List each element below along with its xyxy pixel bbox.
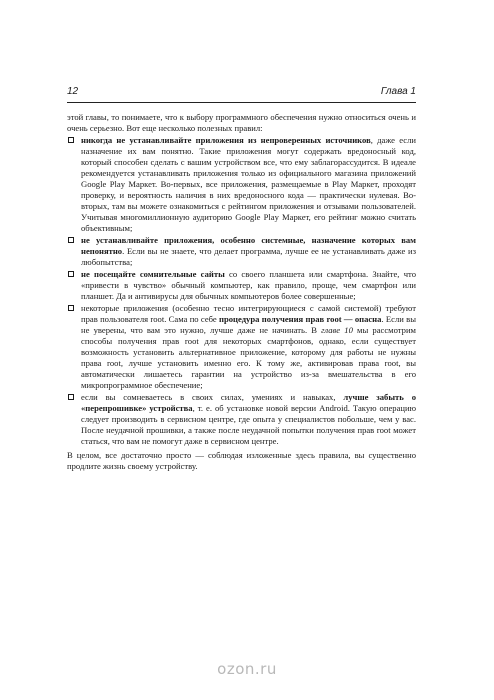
checkbox-bullet-icon <box>68 137 74 143</box>
checkbox-bullet-icon <box>68 305 74 311</box>
rule-item-reflashing <box>67 392 416 447</box>
chapter-label: Глава 1 <box>380 86 416 97</box>
rule-item-unknown-apps <box>67 235 416 268</box>
page-number: 12 <box>67 86 79 97</box>
chapter-reference: главе 10 <box>321 325 353 336</box>
rule-item-text: , даже если назначение их вам понятно. Такие приложения могут содержать вредоносный код, который способен сделать с вашим устройством все, что ему заблагорассудится. В идеале рекомендуется устанавливать приложения только из официального магазина приложений Google Play Маркет. Во-первых, все приложения, размещаемые в Play Маркет, проходят проверку, и вероятность наличия в них вредоносного кода — практически нулевая. Во-вторых, там вы можете ознакомиться с рейтингом приложения и отзывами пользователей. Учитывая многомиллионную аудиторию Google Play Маркет, его рейтинг можно считать объективным; <box>81 135 416 233</box>
rule-item-text: мы рассмотрим способы получения прав root для некоторых смартфонов, однако, если существует возможность установить альтернативное приложение, которому для работы не нужны права root, лучше установить именно его. К тому же, активировав права root, вы автоматически лишаетесь гарантии на устройство из-за вмешательства в его микропрограммное обеспечение; <box>81 325 416 390</box>
header-rule <box>67 102 416 103</box>
checkbox-bullet-icon <box>68 394 74 400</box>
rule-item-emphasis: не устанавливайте приложения, особенно системные, назначение которых вам непонятно <box>81 234 416 256</box>
rule-item-emphasis: процедура получения прав root — опасна <box>219 314 382 325</box>
checkbox-bullet-icon <box>68 271 74 277</box>
rule-item-text: если вы сомневаетесь в своих силах, умениях и навыках, <box>81 392 344 403</box>
rule-item-text: . Если вы не уверены, что вам это нужно, лучше даже не начинать. В <box>81 314 416 336</box>
rule-item-emphasis: не посещайте сомнительные сайты <box>81 269 225 280</box>
closing-paragraph: В целом, все достаточно просто — соблюдая изложенные здесь правила, вы существенно продлите жизнь своему устройству. <box>67 449 416 471</box>
intro-paragraph: этой главы, то понимаете, что к выбору программного обеспечения нужно относиться очень и очень серьезно. Вот еще несколько полезных правил: <box>67 112 416 133</box>
running-header <box>67 86 416 100</box>
rule-item-suspicious-sites <box>67 269 416 302</box>
checkbox-bullet-icon <box>68 237 74 243</box>
rule-item-text: . Если вы не знаете, что делает программа, лучше ее не устанавливать даже из любопытства; <box>81 245 416 267</box>
watermark: ozon.ru <box>217 660 277 678</box>
rule-item-text: со своего планшета или смартфона. Знайте, что «привести в чувство» обычный компьютер, как правило, проще, чем смартфон или планшет. Да и антивирусы для обычных компьютеров более совершенные; <box>81 269 416 301</box>
rule-item-text: , т. е. об установке новой версии Android. Такую операцию следует производить в сервисном центре, где опыта у специалистов побольше, чем у вас. После неудачной прошивки, а также после неудачной попытки получения прав root может статься, что вам не помогут даже в сервисном центре. <box>81 403 417 446</box>
rule-item-root-rights <box>67 303 416 390</box>
page-body <box>67 112 416 472</box>
rule-item-emphasis: никогда не устанавливайте приложения из непроверенных источников <box>81 135 371 146</box>
rule-item-emphasis: лучше забыть о «перепрошивке» устройства <box>81 392 416 414</box>
rule-item-untrusted-sources <box>67 135 416 233</box>
rule-item-text: некоторые приложения (особенно тесно интегрирующиеся с самой системой) требуют прав пользователя root. Сама по себе <box>81 303 416 325</box>
